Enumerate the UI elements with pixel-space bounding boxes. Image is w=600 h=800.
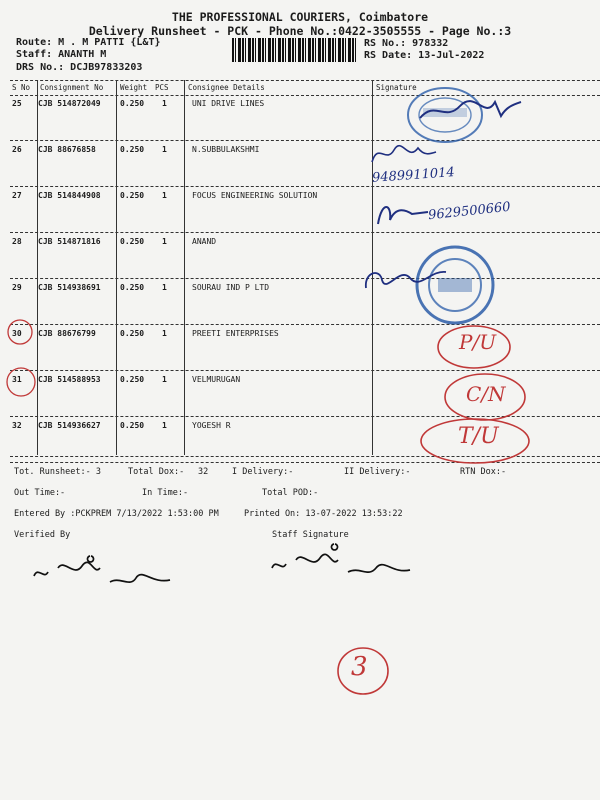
sno-cell: 27 bbox=[12, 191, 22, 200]
table-row bbox=[10, 186, 600, 233]
header-weight: Weight bbox=[120, 83, 148, 92]
weight-cell: 0.250 bbox=[120, 421, 145, 430]
sno-cell: 30 bbox=[12, 329, 22, 338]
pcs-cell: 1 bbox=[162, 283, 167, 292]
sno-cell: 25 bbox=[12, 99, 22, 108]
total-pod: Total POD:- bbox=[262, 488, 319, 498]
barcode bbox=[232, 38, 356, 62]
weight-cell: 0.250 bbox=[120, 145, 145, 154]
signature-row-27 bbox=[372, 196, 432, 230]
sno-cell: 31 bbox=[12, 375, 22, 384]
consignee-cell: PREETI ENTERPRISES bbox=[192, 329, 279, 338]
consignment-no-cell: CJB 88676799 bbox=[38, 329, 96, 338]
weight-cell: 0.250 bbox=[120, 375, 145, 384]
table-row bbox=[10, 232, 600, 279]
pcs-cell: 1 bbox=[162, 237, 167, 246]
out-time: Out Time:- bbox=[14, 488, 66, 498]
consignee-cell: UNI DRIVE LINES bbox=[192, 99, 265, 108]
runsheet-title: Delivery Runsheet - PCK - Phone No.:0422-3505555 - Page No.:3 bbox=[88, 24, 512, 38]
header-pcs: PCS bbox=[155, 83, 169, 92]
consignment-no-cell: CJB 514844908 bbox=[38, 191, 101, 200]
consignee-cell: N.SUBBULAKSHMI bbox=[192, 145, 260, 154]
total-dox-value: 32 bbox=[198, 467, 209, 477]
sno-cell: 26 bbox=[12, 145, 22, 154]
consignment-no-cell: CJB 514588953 bbox=[38, 375, 101, 384]
phone-row-26: 9489911014 bbox=[371, 165, 456, 186]
pcs-cell: 1 bbox=[162, 375, 167, 384]
consignee-cell: YOGESH R bbox=[192, 421, 231, 430]
total-dox-label: Total Dox:- bbox=[128, 467, 185, 477]
consignee-cell: ANAND bbox=[192, 237, 217, 246]
page-mark: 3 bbox=[351, 652, 368, 682]
staff-signature-label: Staff Signature bbox=[272, 530, 349, 540]
weight-cell: 0.250 bbox=[120, 329, 145, 338]
weight-cell: 0.250 bbox=[120, 237, 145, 246]
drs-label: DRS No.: DCJB97833203 bbox=[16, 62, 143, 73]
sno-cell: 32 bbox=[12, 421, 22, 430]
consignment-no-cell: CJB 514938691 bbox=[38, 283, 101, 292]
consignee-cell: VELMURUGAN bbox=[192, 375, 241, 384]
header-sno: S No bbox=[12, 83, 31, 92]
staff-label: Staff: ANANTH M bbox=[16, 49, 107, 60]
verified-by: Verified By bbox=[14, 530, 71, 540]
header-consignee: Consignee Details bbox=[188, 83, 265, 92]
phone-row-27: 9629500660 bbox=[427, 199, 512, 224]
weight-cell: 0.250 bbox=[120, 99, 145, 108]
rs-date: RS Date: 13-Jul-2022 bbox=[364, 50, 485, 61]
consignment-no-cell: CJB 88676858 bbox=[38, 145, 96, 154]
consignment-no-cell: CJB 514872049 bbox=[38, 99, 101, 108]
printed-on: Printed On: 13-07-2022 13:53:22 bbox=[244, 509, 403, 519]
header-consignment: Consignment No bbox=[40, 83, 104, 92]
pcs-cell: 1 bbox=[162, 191, 167, 200]
signature-row-25 bbox=[415, 92, 525, 128]
circle-mark-sno bbox=[4, 318, 38, 398]
mark-row-31: C/N bbox=[466, 382, 506, 406]
header-signature: Signature bbox=[376, 83, 417, 92]
sno-cell: 28 bbox=[12, 237, 22, 246]
route-label: Route: M . M PATTI {L&T} bbox=[16, 37, 161, 48]
pcs-cell: 1 bbox=[162, 421, 167, 430]
i-delivery: I Delivery:- bbox=[232, 467, 294, 477]
staff-signature bbox=[268, 538, 418, 586]
in-time: In Time:- bbox=[142, 488, 189, 498]
pcs-cell: 1 bbox=[162, 145, 167, 154]
signature-row-26 bbox=[368, 140, 438, 168]
sno-cell: 29 bbox=[12, 283, 22, 292]
consignment-no-cell: CJB 514871816 bbox=[38, 237, 101, 246]
rs-number: RS No.: 978332 bbox=[364, 38, 449, 49]
verified-signature bbox=[30, 546, 180, 594]
table-row bbox=[10, 278, 600, 325]
company-name: THE PROFESSIONAL COURIERS, Coimbatore bbox=[171, 10, 429, 24]
table-row bbox=[10, 140, 600, 187]
pcs-cell: 1 bbox=[162, 99, 167, 108]
weight-cell: 0.250 bbox=[120, 191, 145, 200]
consignment-no-cell: CJB 514936627 bbox=[38, 421, 101, 430]
pcs-cell: 1 bbox=[162, 329, 167, 338]
signature-row-28 bbox=[360, 258, 450, 298]
rtn-dox: RTN Dox:- bbox=[460, 467, 507, 477]
consignee-cell: FOCUS ENGINEERING SOLUTION bbox=[192, 191, 318, 200]
entered-by: Entered By :PCKPREM 7/13/2022 1:53:00 PM bbox=[14, 509, 219, 519]
mark-row-30: P/U bbox=[459, 330, 497, 354]
weight-cell: 0.250 bbox=[120, 283, 145, 292]
consignee-cell: SOURAU IND P LTD bbox=[192, 283, 270, 292]
ii-delivery: II Delivery:- bbox=[344, 467, 411, 477]
mark-row-32: T/U bbox=[458, 424, 499, 449]
tot-runsheet: Tot. Runsheet:- 3 bbox=[14, 467, 101, 477]
